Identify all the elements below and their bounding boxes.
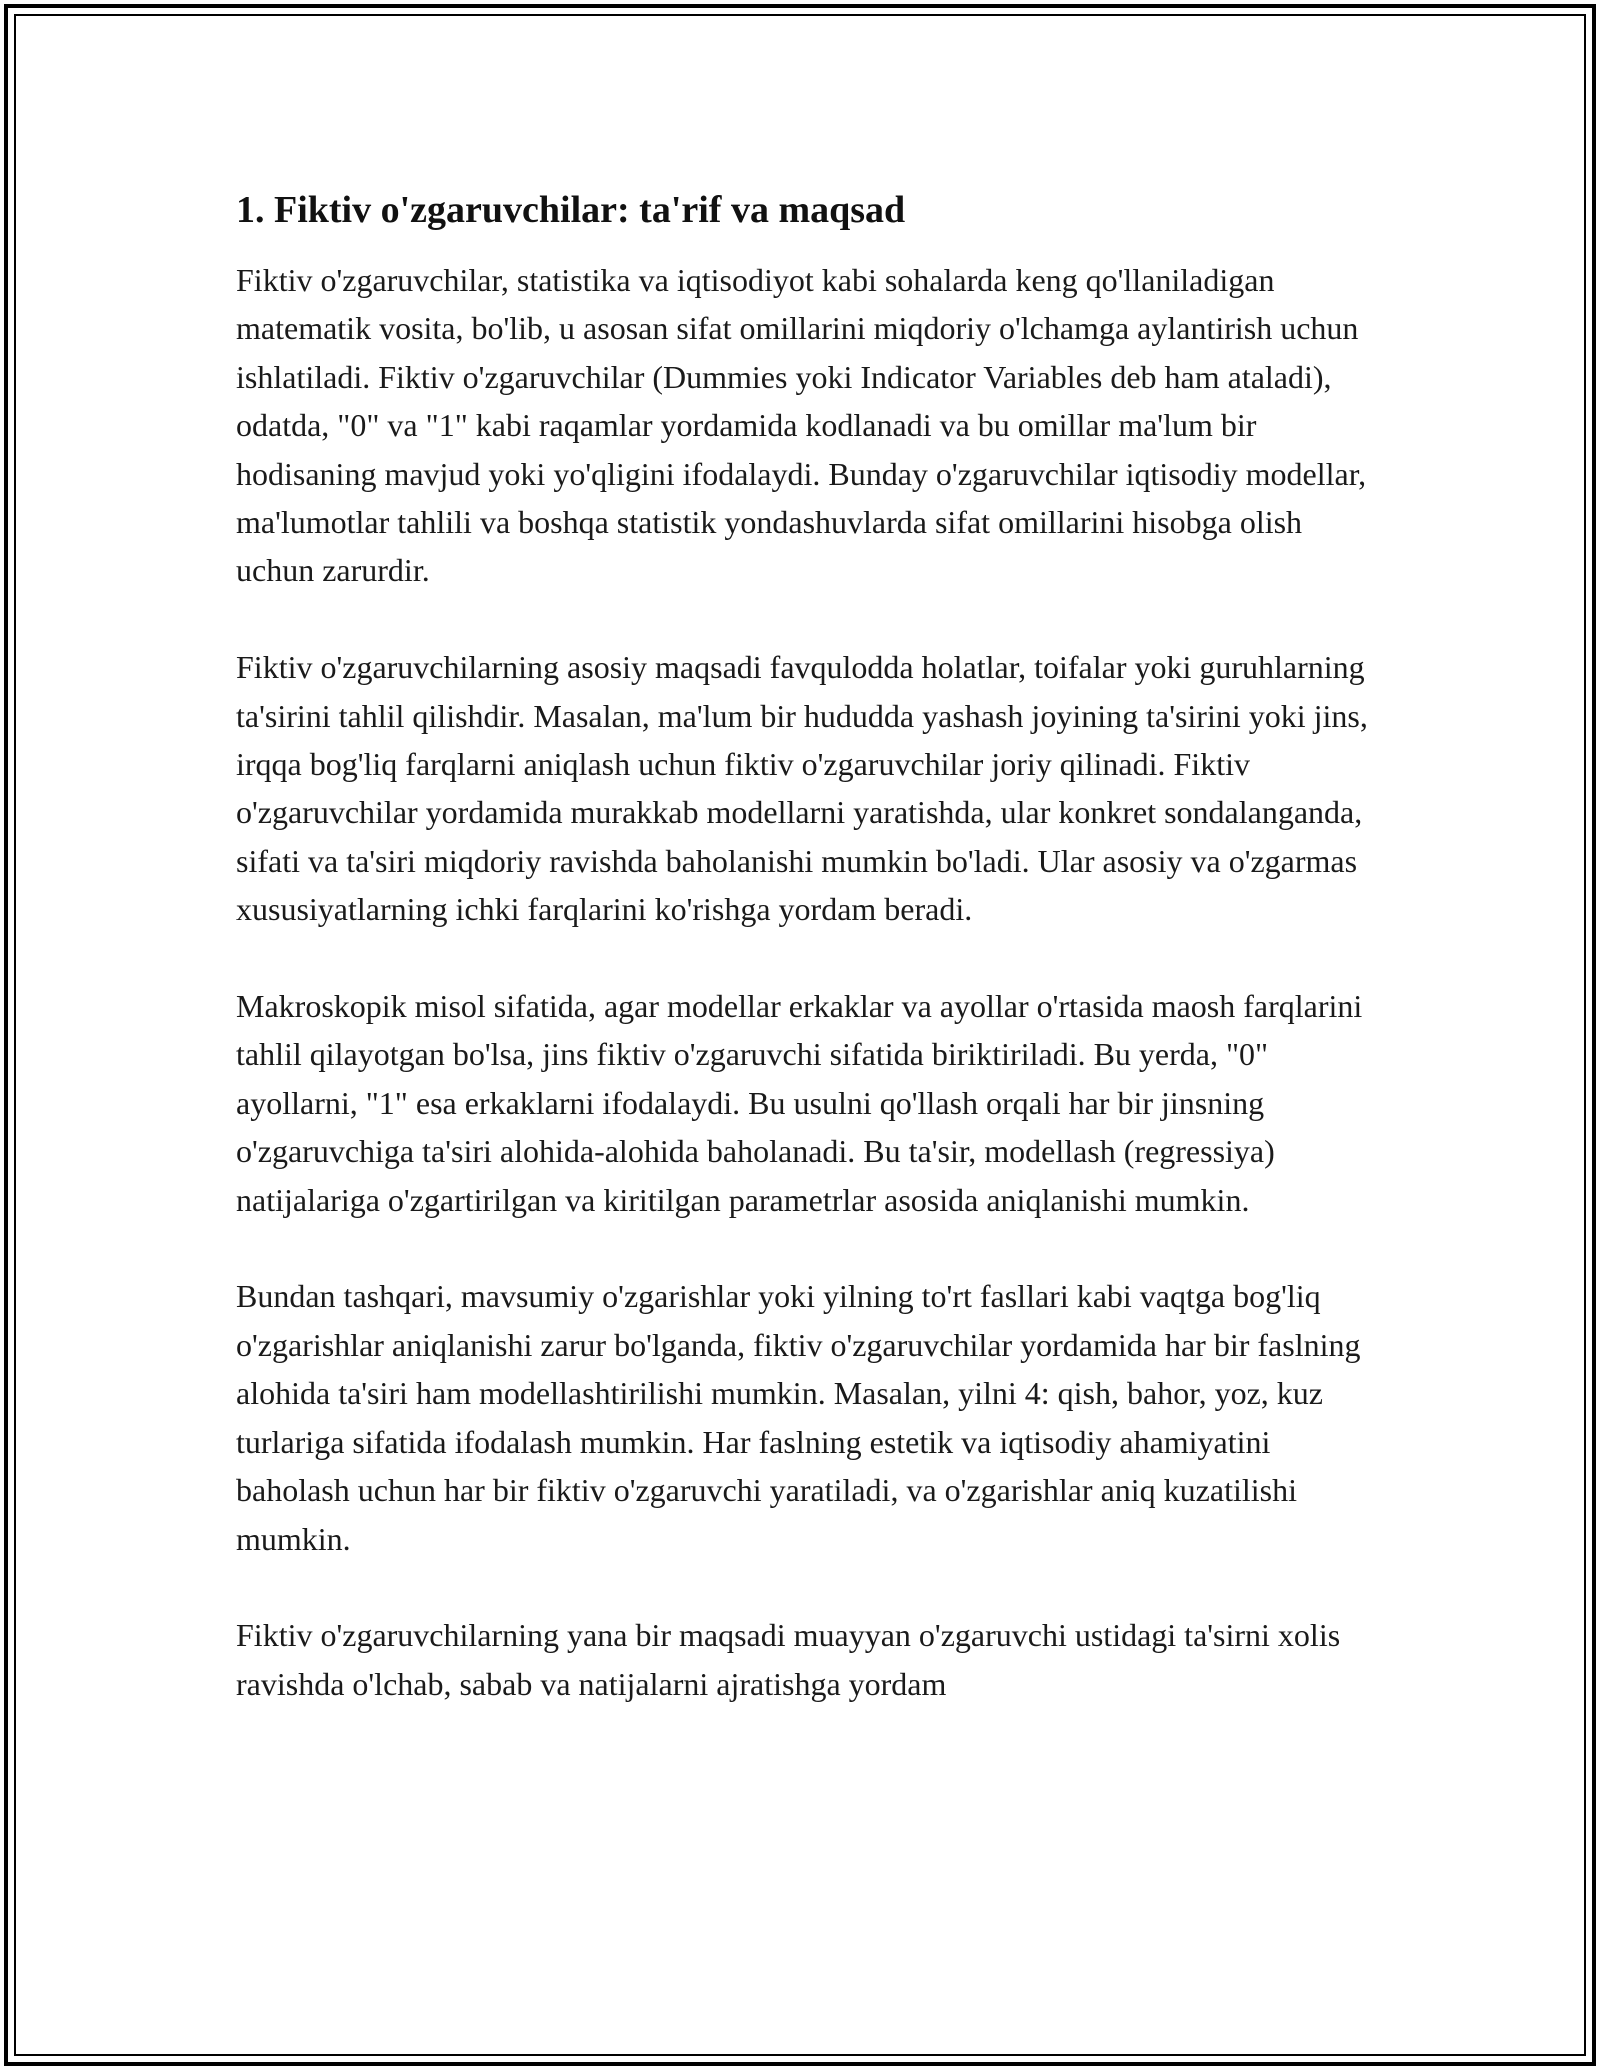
paragraph-2: Fiktiv o'zgaruvchilarning asosiy maqsadi favqulodda holatlar, toifalar yoki guruhlarning ta'sirini tahlil qilishdir. Masalan, ma'lum bir hududda yashash joyining ta'sirini yoki jins, irqqa bog'liq farqlarni aniqlash uchun fiktiv o'zgaruvchilar joriy qilinadi. Fiktiv o'zgaruvchilar yordamida murakkab modellarni yaratishda, ular konkret sondalanganda, sifati va ta'siri miqdoriy ravishda baholanishi mumkin bo'ladi. Ular asosiy va o'zgarmas xususiyatlarning ichki farqlarini ko'rishga yordam beradi. — [236, 649, 1368, 928]
paragraph-4: Bundan tashqari, mavsumiy o'zgarishlar yoki yilning to'rt fasllari kabi vaqtga bog'liq o'zgarishlar aniqlanishi zarur bo'lganda, fiktiv o'zgaruvchilar yordamida har bir faslning alohida ta'siri ham modellashtirilishi mumkin. Masalan, yilni 4: qish, bahor, yoz, kuz turlariga sifatida ifodalash mumkin. Har faslning estetik va iqtisodiy ahamiyatini baholash uchun har bir fiktiv o'zgaruvchi yaratiladi, va o'zgarishlar aniq kuzatilishi mumkin. — [236, 1278, 1361, 1557]
paragraph-5: Fiktiv o'zgaruvchilarning yana bir maqsadi muayyan o'zgaruvchi ustidagi ta'sirni xolis ravishda o'lchab, sabab va natijalarni ajratishga yordam — [236, 1617, 1341, 1702]
section-heading: 1. Fiktiv o'zgaruvchilar: ta'rif va maqsad — [236, 189, 906, 231]
paragraph-1: Fiktiv o'zgaruvchilar, statistika va iqtisodiyot kabi sohalarda keng qo'llaniladigan matematik vosita, bo'lib, u asosan sifat omillarini miqdoriy o'lchamga aylantirish uchun ishlatiladi. Fiktiv o'zgaruvchilar (Dummies yoki Indicator Variables deb ham ataladi), odatda, "0" va "1" kabi raqamlar yordamida kodlanadi va bu omillar ma'lum bir hodisaning mavjud yoki yo'qligini ifodalaydi. Bunday o'zgaruvchilar iqtisodiy modellar, ma'lumotlar tahlili va boshqa statistik yondashuvlarda sifat omillarini hisobga olish uchun zarurdir. — [236, 262, 1367, 589]
paragraph-3: Makroskopik misol sifatida, agar modellar erkaklar va ayollar o'rtasida maosh farqlarini tahlil qilayotgan bo'lsa, jins fiktiv o'zgaruvchi sifatida biriktiriladi. Bu yerda, "0" ayollarni, "1" esa erkaklarni ifodalaydi. Bu usulni qo'llash orqali har bir jinsning o'zgaruvchiga ta'siri alohida-alohida baholanadi. Bu ta'sir, modellash (regressiya) natijalariga o'zgartirilgan va kiritilgan parametrlar asosida aniqlanishi mumkin. — [236, 988, 1363, 1218]
document-body — [236, 186, 1376, 1708]
